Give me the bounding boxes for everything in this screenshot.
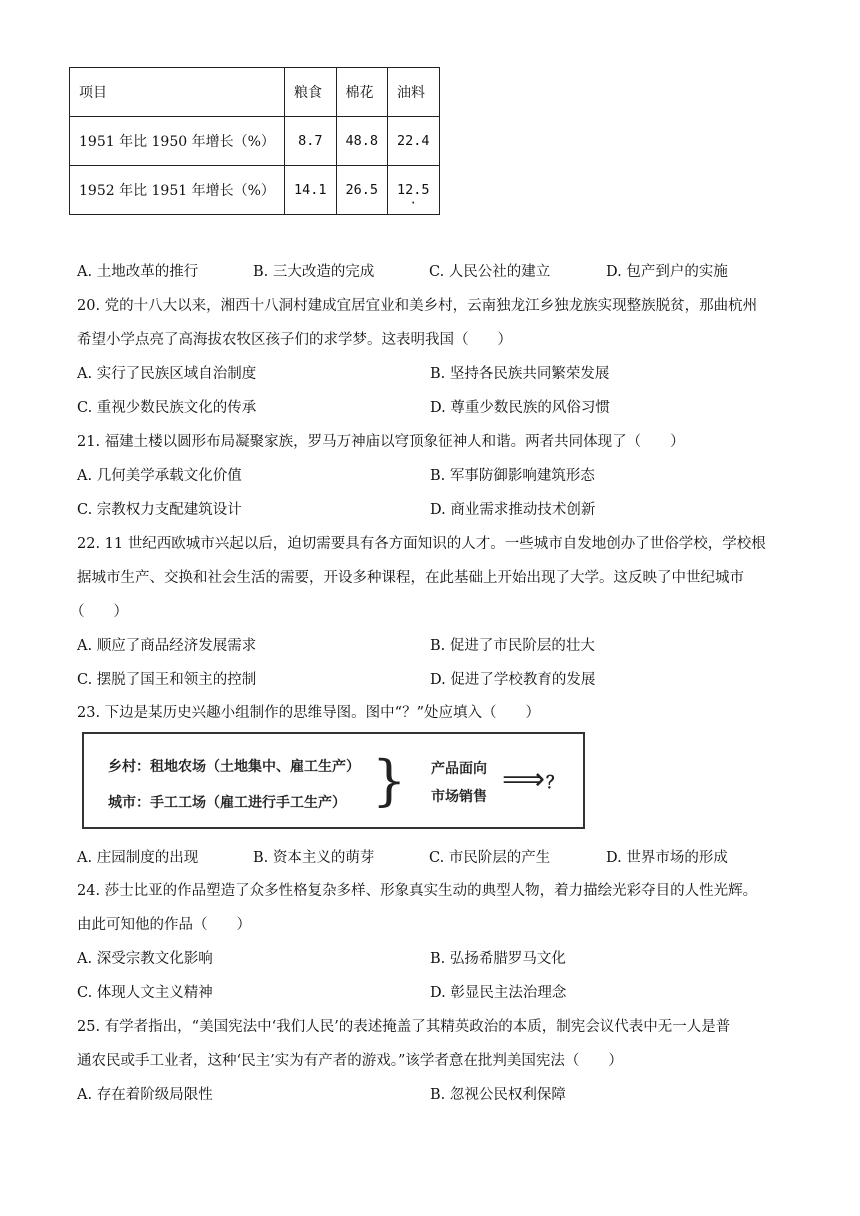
q23-stem-line-1: 23. 下边是某历史兴趣小组制作的思维导图。图中“？”处应填入（ ） — [77, 705, 540, 721]
double-arrow-icon: ⟹ — [502, 762, 546, 797]
q20-option-a[interactable]: A. 实行了民族区域自治制度 — [77, 366, 257, 382]
q20-option-b[interactable]: B. 坚持各民族共同繁荣发展 — [430, 366, 610, 382]
q19-option-b[interactable]: B. 三大改造的完成 — [253, 264, 375, 280]
q23-option-c[interactable]: C. 市民阶层的产生 — [429, 850, 551, 866]
q19-option-a[interactable]: A. 土地改革的推行 — [77, 264, 199, 280]
q22-option-d[interactable]: D. 促进了学校教育的发展 — [430, 672, 596, 688]
mind-map-market-line-2: 市场销售 — [431, 789, 487, 805]
q24-option-a[interactable]: A. 深受宗教文化影响 — [77, 951, 213, 967]
mind-map-question-mark: ？ — [546, 773, 563, 793]
q23-option-d[interactable]: D. 世界市场的形成 — [606, 850, 728, 866]
q23-option-b[interactable]: B. 资本主义的萌芽 — [253, 850, 375, 866]
mind-map-market-line-1: 产品面向 — [431, 761, 487, 777]
table-row-label: 1951 年比 1950 年增长（%） — [70, 117, 285, 166]
q22-stem-line-2: 据城市生产、交换和社会生活的需要，开设多种课程，在此基础上开始出现了大学。这反映了中世纪城市 — [77, 570, 744, 586]
q23-option-a[interactable]: A. 庄园制度的出现 — [77, 850, 199, 866]
table-cell-value: 12.5 — [397, 182, 430, 198]
q24-option-c[interactable]: C. 体现人文主义精神 — [77, 985, 213, 1001]
table-header: 粮食 — [285, 68, 337, 117]
table-header: 棉花 — [336, 68, 388, 117]
mind-map-urban: 城市：手工工场（雇工进行手工生产） — [108, 795, 346, 811]
q20-stem-line-2: 希望小学点亮了高海拔农牧区孩子们的求学梦。这表明我国（ ） — [77, 332, 512, 348]
brace-icon: } — [372, 749, 407, 812]
table-header: 油料 — [388, 68, 440, 117]
table-cell: 26.5 — [336, 166, 388, 215]
q22-option-b[interactable]: B. 促进了市民阶层的壮大 — [430, 638, 595, 654]
q25-option-b[interactable]: B. 忽视公民权利保障 — [430, 1087, 566, 1103]
table-cell: 8.7 — [285, 117, 337, 166]
q21-stem-line-1: 21. 福建土楼以圆形布局凝聚家族，罗马万神庙以穹顶象征神人和谐。两者共同体现了（ ） — [77, 434, 685, 450]
q22-stem-line-1: 22. 11 世纪西欧城市兴起以后，迫切需要具有各方面知识的人才。一些城市自发地创办了世俗学校，学校根 — [77, 536, 766, 552]
q19-option-c[interactable]: C. 人民公社的建立 — [429, 264, 551, 280]
table-header: 项目 — [70, 68, 285, 117]
q25-stem-line-1: 25. 有学者指出，“美国宪法中‘我们人民’的表述掩盖了其精英政治的本质，制宪会议代表中无一人是普 — [77, 1019, 731, 1035]
q24-option-b[interactable]: B. 弘扬希腊罗马文化 — [430, 951, 566, 967]
q24-stem-line-2: 由此可知他的作品（ ） — [77, 917, 251, 933]
q24-stem-line-1: 24. 莎士比亚的作品塑造了众多性格复杂多样、形象真实生动的典型人物，着力描绘光彩夺目的人性光辉。 — [77, 883, 758, 899]
q19-option-d[interactable]: D. 包产到户的实施 — [606, 264, 728, 280]
table-row — [70, 166, 440, 215]
dot-mark: · — [409, 196, 417, 210]
q20-option-c[interactable]: C. 重视少数民族文化的传承 — [77, 400, 257, 416]
q22-stem-line-3: （ ） — [70, 604, 128, 620]
q22-option-a[interactable]: A. 顺应了商品经济发展需求 — [77, 638, 257, 654]
q21-option-a[interactable]: A. 几何美学承载文化价值 — [77, 468, 242, 484]
table-row-label: 1952 年比 1951 年增长（%） — [70, 166, 285, 215]
mind-map-diagram — [82, 732, 585, 829]
table-cell — [388, 166, 440, 215]
mind-map-rural: 乡村：租地农场（土地集中、雇工生产） — [108, 759, 360, 775]
q24-option-d[interactable]: D. 彰显民主法治理念 — [430, 985, 567, 1001]
table-row — [70, 117, 440, 166]
table-cell: 48.8 — [336, 117, 388, 166]
q21-option-c[interactable]: C. 宗教权力支配建筑设计 — [77, 502, 242, 518]
q21-option-b[interactable]: B. 军事防御影响建筑形态 — [430, 468, 595, 484]
table-header-row — [70, 68, 440, 117]
table-cell: 14.1 — [285, 166, 337, 215]
q25-stem-line-2: 通农民或手工业者，这种‘民主’实为有产者的游戏。”该学者意在批判美国宪法（ ） — [77, 1053, 623, 1069]
q22-option-c[interactable]: C. 摆脱了国王和领主的控制 — [77, 672, 257, 688]
q20-stem-line-1: 20. 党的十八大以来，湘西十八洞村建成宜居宜业和美乡村，云南独龙江乡独龙族实现整族脱贫，那曲杭州 — [77, 298, 758, 314]
q25-option-a[interactable]: A. 存在着阶级局限性 — [77, 1087, 213, 1103]
production-growth-table — [69, 67, 440, 215]
q21-option-d[interactable]: D. 商业需求推动技术创新 — [430, 502, 596, 518]
q20-option-d[interactable]: D. 尊重少数民族的风俗习惯 — [430, 400, 610, 416]
table-cell: 22.4 — [388, 117, 440, 166]
